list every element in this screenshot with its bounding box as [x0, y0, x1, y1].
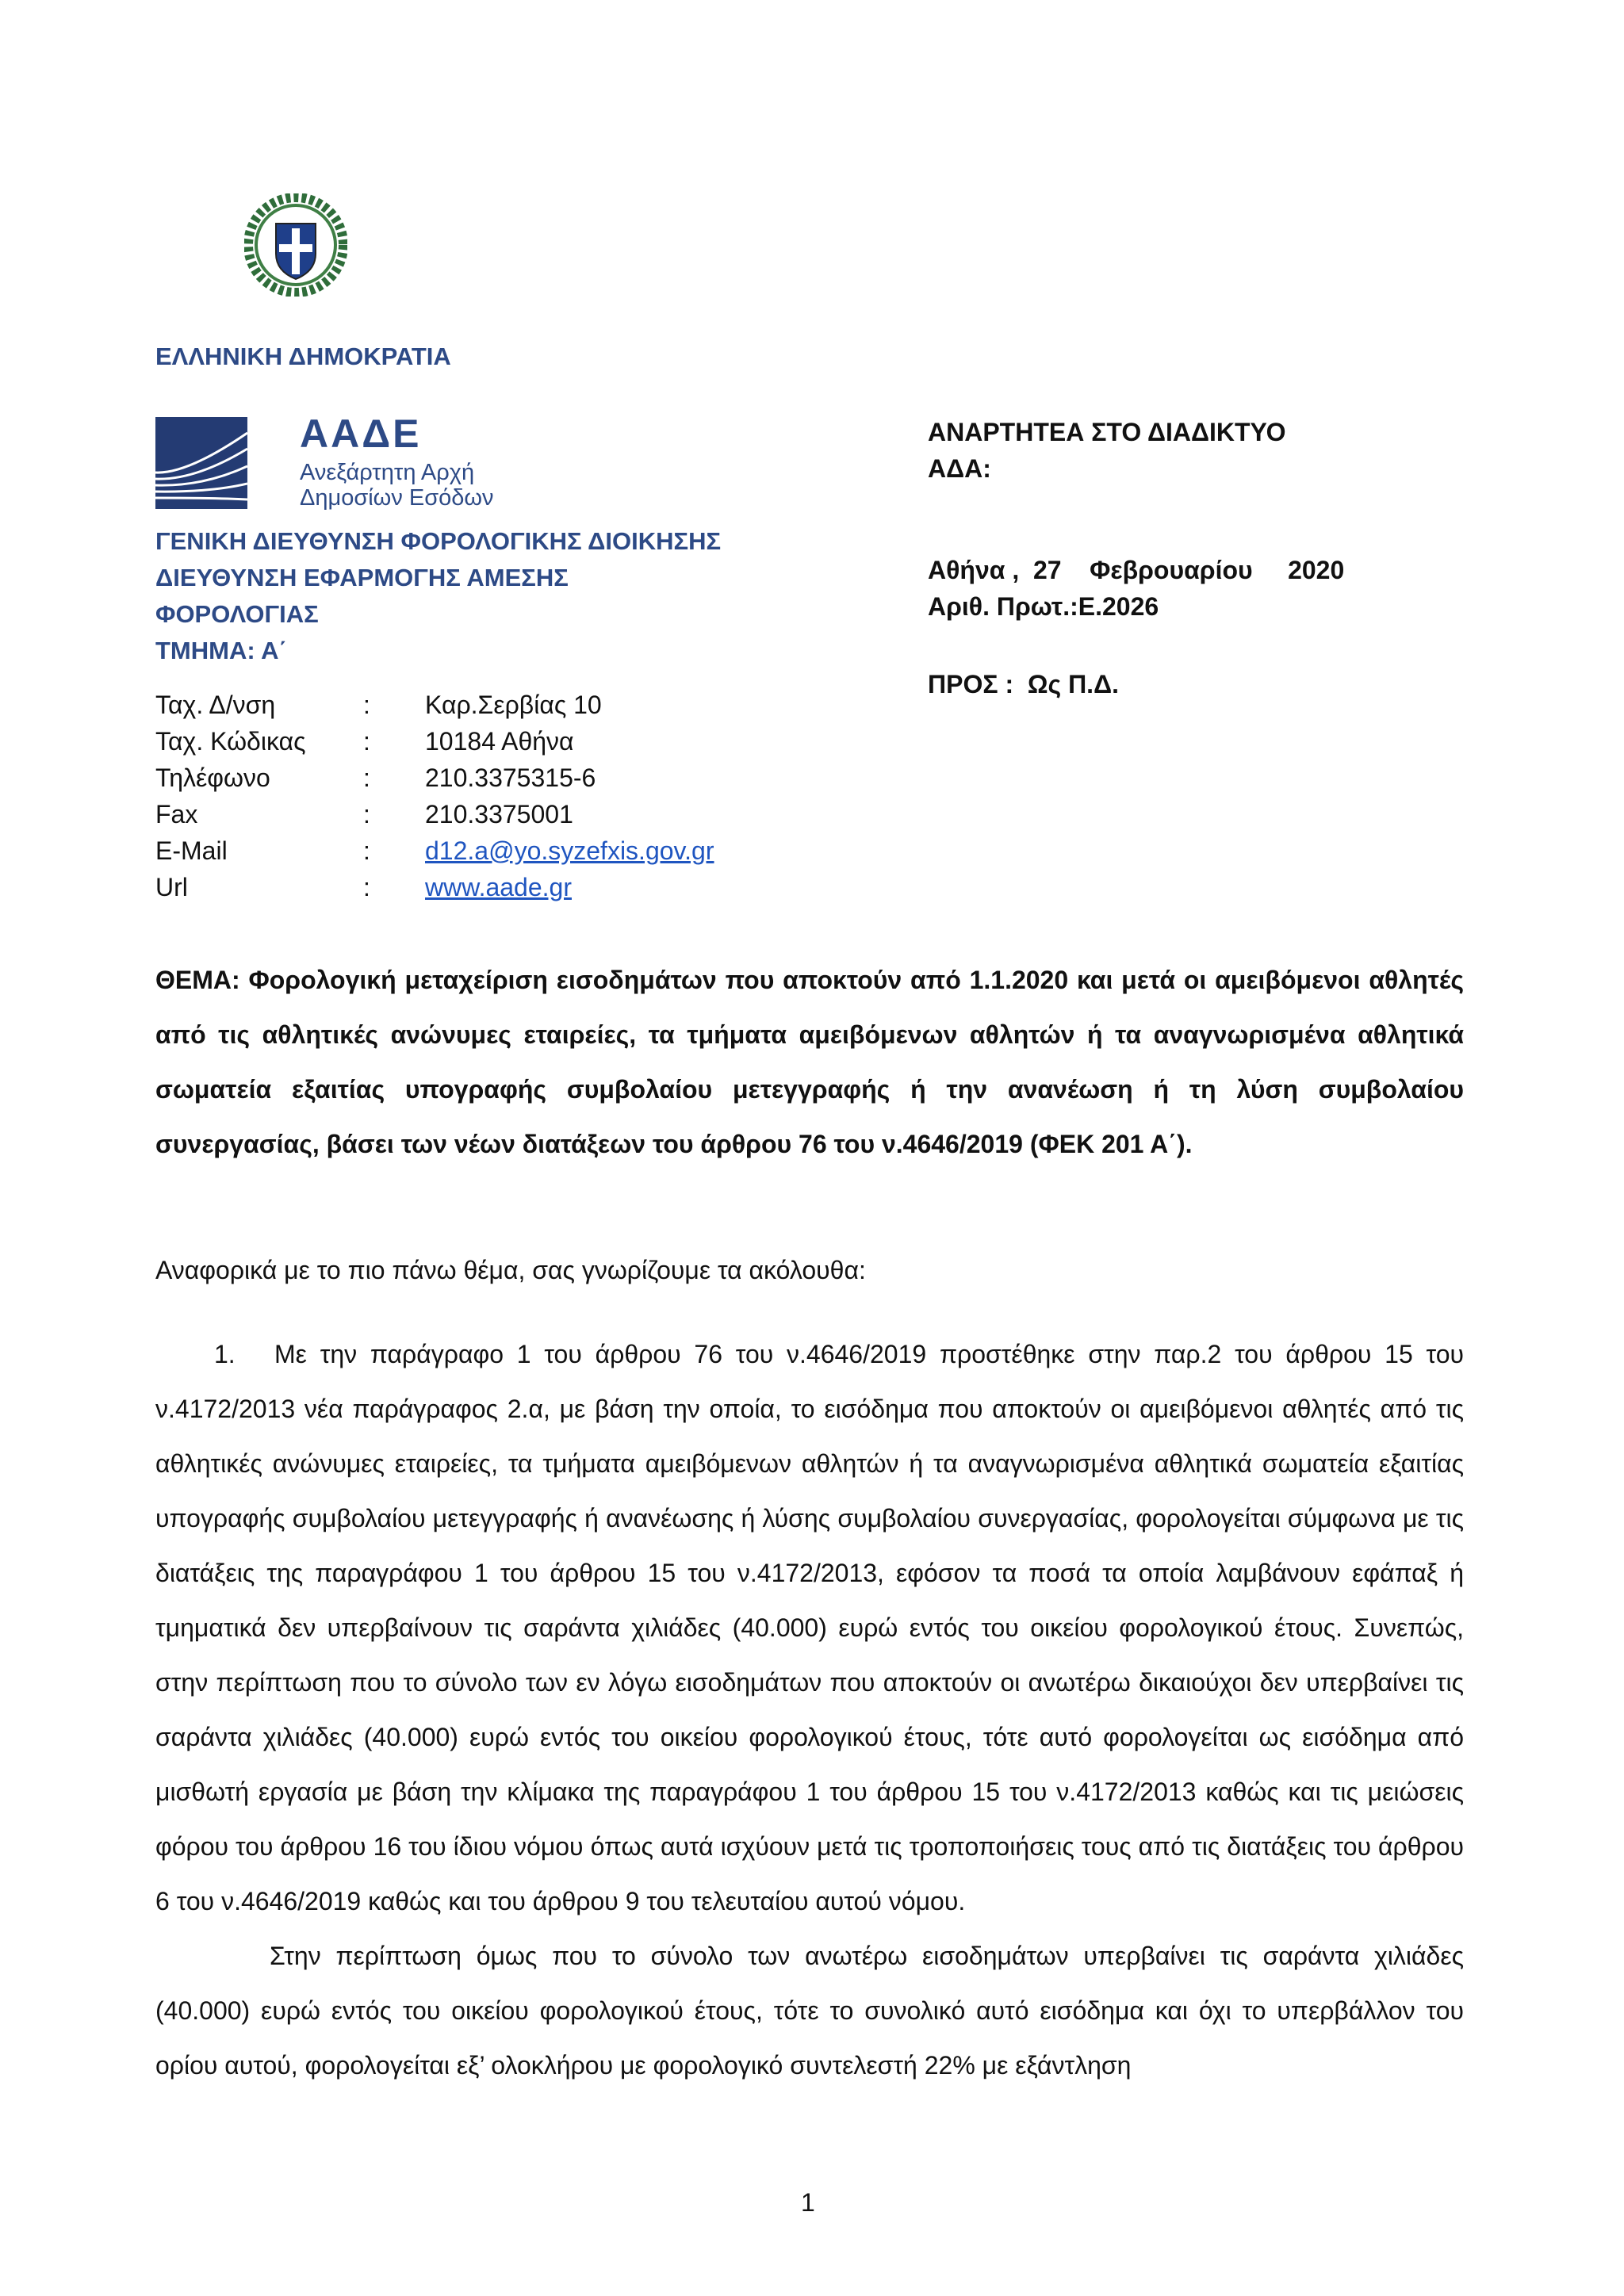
contact-row-postcode: [155, 723, 806, 760]
numbered-paragraph-1: [155, 1327, 1464, 1929]
contact-separator: :: [363, 836, 370, 865]
aade-logo: [155, 411, 496, 512]
contact-label: E-Mail: [155, 836, 228, 865]
contact-row-email: [155, 832, 806, 869]
intro-line: Αναφορικά με το πιο πάνω θέμα, σας γνωρίζουμε τα ακόλουθα:: [155, 1256, 866, 1284]
directorate-line: ΔΙΕΥΘΥΝΣΗ ΕΦΑΡΜΟΓΗΣ ΑΜΕΣΗΣ: [155, 564, 569, 591]
directorate-line: ΓΕΝΙΚΗ ΔΙΕΥΘΥΝΣΗ ΦΟΡΟΛΟΓΙΚΗΣ ΔΙΟΙΚΗΣΗΣ: [155, 527, 722, 555]
document-date: Αθήνα , 27 Φεβρουαρίου 2020: [928, 556, 1345, 584]
contact-label: Url: [155, 873, 188, 901]
contact-separator: :: [363, 763, 370, 792]
aade-logo-name: ΑΑΔΕ: [300, 411, 422, 456]
directorate-block: [155, 523, 774, 669]
item-number: 1.: [214, 1340, 236, 1368]
republic-title: ΕΛΛΗΝΙΚΗ ΔΗΜΟΚΡΑΤΙΑ: [155, 342, 451, 370]
ada-label: ΑΔΑ:: [928, 454, 991, 483]
post-online-label: ΑΝΑΡΤΗΤΕΑ ΣΤΟ ΔΙΑΔΙΚΤΥΟ: [928, 418, 1286, 446]
contact-separator: :: [363, 800, 370, 828]
item-text: Με την παράγραφο 1 του άρθρου 76 του ν.4646/2019 προστέθηκε στην παρ.2 του άρθρου 15 του ν.4172/2013 νέα παράγραφος 2.α, με βάση την οποία, το εισόδημα που αποκτούν οι αμειβόμενοι αθλητές από τις αθλητικές ανώνυμες εταιρείες, τα τμήματα αμειβόμενων αθλητών ή τα αναγνωρισμένα αθλητικά σωματεία εξαιτίας υπογραφής συμβολαίου μετεγγραφής ή ανανέωσης ή λύσης συμβολαίου συνεργασίας, φορολογείται σύμφωνα με τις διατάξεις της παραγράφου 1 του άρθρου 15 του ν.4172/2013, εφόσον τα ποσά τα οποία λαμβάνουν εφάπαξ ή τμηματικά δεν υπερβαίνουν τις σαράντα χιλιάδες (40.000) ευρώ εντός του οικείου φορολογικού έτους. Συνεπώς, στην περίπτωση που το σύνολο των εν λόγω εισοδημάτων που αποκτούν οι ανωτέρω δικαιούχοι δεν υπερβαίνει τις σαράντα χιλιάδες (40.000) ευρώ εντός του οικείου φορολογικού έτους, τότε αυτό φορολογείται ως εισόδημα από μισθωτή εργασία με βάση την κλίμακα της παραγράφου 1 του άρθρου 15 του ν.4172/2013 καθώς και τις μειώσεις φόρου του άρθρου 16 του ίδιου νόμου όπως αυτά ισχύουν μετά τις τροποποιήσεις τους από τις διατάξεις του άρθρου 6 του ν.4646/2019 καθώς και του άρθρου 9 του τελευταίου αυτού νόμου.: [155, 1340, 1464, 1915]
aade-logo-subtitle-line2: Δημοσίων Εσόδων: [300, 485, 494, 511]
subject-paragraph: ΘΕΜΑ: Φορολογική μεταχείριση εισοδημάτων που αποκτούν από 1.1.2020 και μετά οι αμειβόμενοι αθλητές από τις αθλητικές ανώνυμες εταιρείες, τα τμήματα αμειβόμενων αθλητών ή τα αναγνωρισμένα αθλητικά σωματεία εξαιτίας υπογραφής συμβολαίου μετεγγραφής ή την ανανέωση ή τη λύση συμβολαίου συνεργασίας, βάσει των νέων διατάξεων του άρθρου 76 του ν.4646/2019 (ΦΕΚ 201 Α΄).: [155, 966, 1464, 1158]
protocol-number: Αριθ. Πρωτ.:Ε.2026: [928, 592, 1159, 621]
contact-separator: :: [363, 727, 370, 756]
department-line: ΤΜΗΜΑ: Α΄: [155, 637, 287, 664]
contact-row-address: [155, 687, 806, 723]
coat-of-arms-emblem: [244, 193, 347, 297]
body-text: [155, 1327, 1464, 2093]
contact-value: 210.3375315-6: [425, 763, 596, 792]
contact-separator: :: [363, 691, 370, 719]
paragraph-2: Στην περίπτωση όμως που το σύνολο των ανωτέρω εισοδημάτων υπερβαίνει τις σαράντα χιλιάδες (40.000) ευρώ εντός του οικείου φορολογικού έτους, τότε το συνολικό αυτό εισόδημα και όχι το υπερβάλλον του ορίου αυτού, φορολογείται εξ’ ολοκλήρου με φορολογικό συντελεστή 22% με εξάντληση: [155, 1942, 1464, 2080]
contact-label: Ταχ. Δ/νση: [155, 691, 276, 719]
contact-label: Fax: [155, 800, 198, 828]
contact-row-phone: [155, 760, 806, 796]
contact-row-fax: [155, 796, 806, 832]
page-number: 1: [801, 2188, 815, 2217]
contact-separator: :: [363, 873, 370, 901]
aade-logo-subtitle-line1: Ανεξάρτητη Αρχή: [300, 460, 475, 485]
contact-value: 210.3375001: [425, 800, 573, 828]
date-protocol-block: [928, 552, 1344, 625]
email-link[interactable]: d12.a@yo.syzefxis.gov.gr: [425, 836, 714, 865]
directorate-line: ΦΟΡΟΛΟΓΙΑΣ: [155, 600, 319, 628]
contact-details: [155, 687, 806, 905]
contact-label: Ταχ. Κώδικας: [155, 727, 306, 756]
contact-row-url: [155, 869, 806, 905]
aade-logo-mark-icon: [155, 417, 247, 509]
contact-value: Καρ.Σερβίας 10: [425, 691, 602, 719]
contact-label: Τηλέφωνο: [155, 763, 270, 792]
contact-value: 10184 Αθήνα: [425, 727, 574, 756]
website-link[interactable]: www.aade.gr: [425, 873, 572, 901]
posting-info: [928, 414, 1286, 487]
recipient: ΠΡΟΣ : Ως Π.Δ.: [928, 670, 1119, 698]
